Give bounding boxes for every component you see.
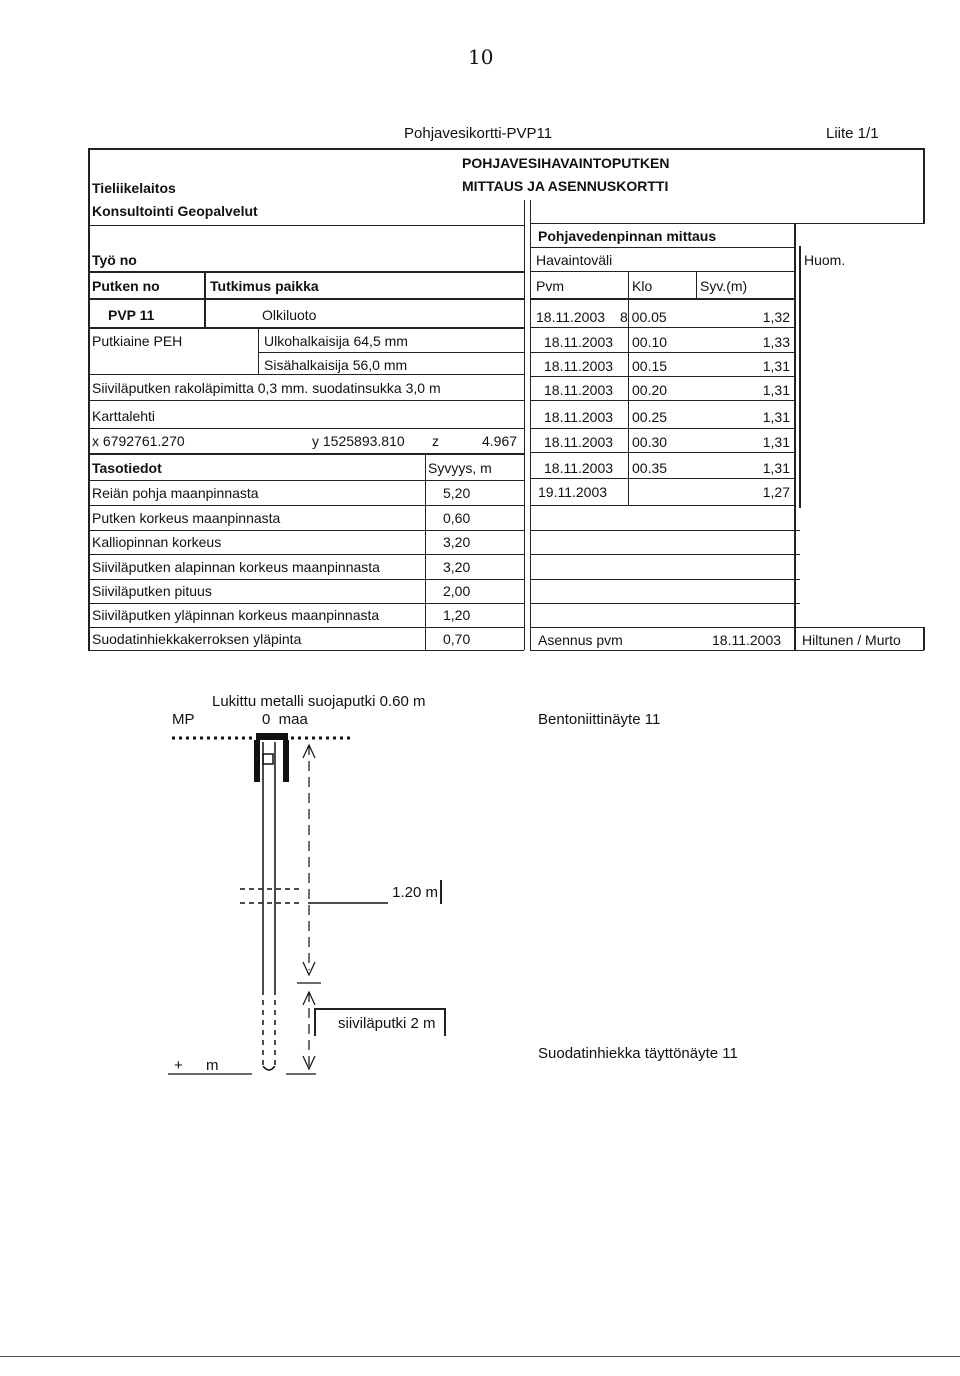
appendix-label: Liite 1/1 (826, 125, 879, 142)
installer-names: Hiltunen / Murto (802, 632, 901, 648)
havaintovali-label: Havaintoväli (536, 252, 613, 268)
tutkimus-paikka-label: Tutkimus paikka (210, 278, 319, 294)
tyo-no-label: Työ no (92, 252, 137, 268)
syvyys-label: Syvyys, m (428, 460, 492, 476)
mp-label: MP (172, 711, 195, 728)
row-klo: 8 00.05 (620, 309, 667, 325)
level-value: 5,20 (443, 485, 471, 501)
row-klo: 00.10 (632, 334, 668, 350)
page-number: 10 (468, 45, 494, 69)
level-label: Suodatinhiekkakerroksen yläpinta (92, 631, 302, 647)
level-label: Reiän pohja maanpinnasta (92, 485, 259, 501)
file-title: Pohjavesikortti-PVP11 (404, 125, 553, 142)
org-name: Tieliikelaitos (92, 180, 176, 196)
protective-cap (256, 733, 288, 740)
level-value: 3,20 (443, 559, 471, 575)
siivilaputki-label: siiviläputki 2 m (338, 1015, 436, 1032)
row-pvm: 19.11.2003 (538, 484, 608, 500)
m-label: m (206, 1057, 219, 1074)
protective-pipe-right (283, 740, 289, 782)
level-value: 0,60 (443, 510, 471, 526)
level-value: 1,20 (443, 607, 471, 623)
level-label: Kalliopinnan korkeus (92, 534, 222, 550)
row-syv: 1,31 (762, 409, 790, 425)
asennus-label: Asennus pvm (538, 632, 623, 648)
col-syv: Syv.(m) (700, 278, 748, 294)
tasotiedot-label: Tasotiedot (92, 460, 162, 476)
form-title-line2: MITTAUS JA ASENNUSKORTTI (462, 178, 669, 194)
screen-box (314, 1008, 446, 1036)
putken-no-value: PVP 11 (108, 307, 155, 323)
sisahalkaisija: Sisähalkaisija 56,0 mm (264, 357, 408, 373)
level-value: 2,00 (443, 583, 471, 599)
protective-pipe-left (254, 740, 260, 782)
lock-icon (263, 754, 273, 764)
col-klo: Klo (632, 278, 653, 294)
level-value: 0,70 (443, 631, 471, 647)
zero-maa-label: 0 maa (262, 711, 308, 728)
row-syv: 1,31 (762, 434, 790, 450)
org-unit: Konsultointi Geopalvelut (92, 203, 258, 219)
row-pvm: 18.11.2003 (544, 434, 614, 450)
row-pvm: 18.11.2003 (544, 382, 614, 398)
asennus-date: 18.11.2003 (712, 632, 782, 648)
arrow-down-icon (303, 962, 315, 975)
row-syv: 1,31 (762, 358, 790, 374)
form-title-line1: POHJAVESIHAVAINTOPUTKEN (462, 155, 670, 171)
tutkimus-paikka-value: Olkiluoto (262, 307, 317, 323)
row-klo: 00.35 (632, 460, 668, 476)
x-coordinate: x 6792761.270 (92, 433, 185, 449)
suodatinhiekka-label: Suodatinhiekka täyttönäyte 11 (538, 1045, 738, 1062)
row-pvm: 18.11.2003 (544, 358, 614, 374)
row-pvm: 18.11.2003 (536, 309, 606, 325)
row-klo: 00.15 (632, 358, 668, 374)
depth-box (312, 880, 442, 904)
ulkohalkaisija: Ulkohalkaisija 64,5 mm (264, 333, 408, 349)
row-pvm: 18.11.2003 (544, 409, 614, 425)
row-klo: 00.30 (632, 434, 668, 450)
level-label: Siiviläputken yläpinnan korkeus maanpinnasta (92, 607, 380, 623)
depth-120-label: 1.20 m (392, 884, 438, 901)
siivilaputken-rako: Siiviläputken rakoläpimitta 0,3 mm. suodatinsukka 3,0 m (92, 380, 441, 396)
huom-label: Huom. (804, 252, 846, 268)
col-pvm: Pvm (536, 278, 564, 294)
row-klo: 00.25 (632, 409, 668, 425)
z-label: z (432, 433, 439, 449)
bentoniitti-label: Bentoniittinäyte 11 (538, 711, 661, 728)
row-pvm: 18.11.2003 (544, 460, 614, 476)
page-bottom-rule (0, 1356, 960, 1357)
row-syv: 1,27 (762, 484, 790, 500)
putken-no-label: Putken no (92, 278, 160, 294)
row-syv: 1,33 (762, 334, 790, 350)
measurement-title: Pohjavedenpinnan mittaus (538, 228, 717, 244)
z-value: 4.967 (482, 433, 518, 449)
putkiaine-label: Putkiaine PEH (92, 333, 183, 349)
level-label: Siiviläputken pituus (92, 583, 212, 599)
karttalehti-label: Karttalehti (92, 408, 156, 424)
row-syv: 1,31 (762, 460, 790, 476)
level-label: Putken korkeus maanpinnasta (92, 510, 281, 526)
row-klo: 00.20 (632, 382, 668, 398)
lukittu-label: Lukittu metalli suojaputki 0.60 m (212, 693, 426, 710)
y-coordinate: y 1525893.810 (312, 433, 405, 449)
plus-label: + (174, 1057, 183, 1074)
level-value: 3,20 (443, 534, 471, 550)
pipe-bottom-cap (263, 1066, 275, 1070)
level-label: Siiviläputken alapinnan korkeus maanpinnasta (92, 559, 380, 575)
row-syv: 1,31 (762, 382, 790, 398)
row-pvm: 18.11.2003 (544, 334, 614, 350)
row-syv: 1,32 (762, 309, 790, 325)
